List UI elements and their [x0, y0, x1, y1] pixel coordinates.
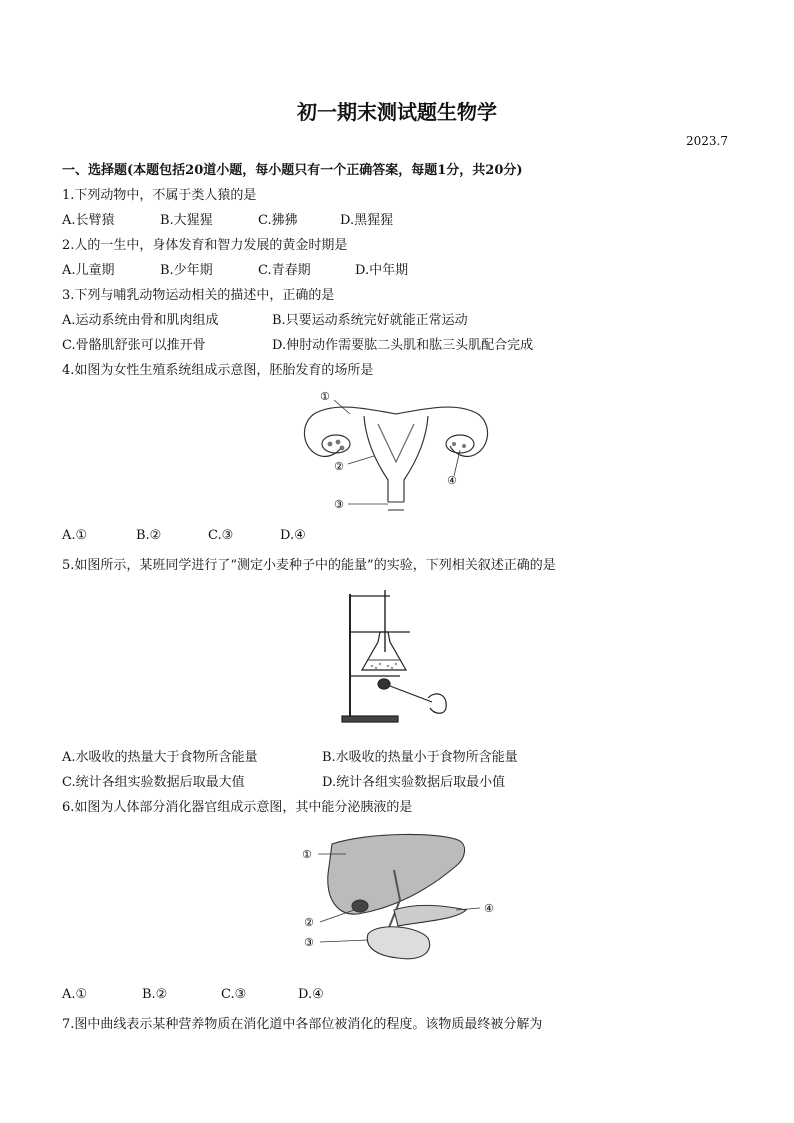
q5-option-c[interactable]: C.统计各组实验数据后取最大值 — [62, 775, 245, 790]
burning-seed — [378, 679, 390, 689]
q2-option-d[interactable]: D.中年期 — [355, 263, 409, 278]
q1-option-a[interactable]: A.长臂猿 — [62, 213, 115, 228]
q1-option-d[interactable]: D.黑猩猩 — [340, 213, 394, 228]
fig4-label-4: ④ — [447, 474, 457, 487]
fig4-label-3: ③ — [334, 498, 344, 511]
tweezers — [390, 686, 432, 702]
q4-option-d[interactable]: D.④ — [280, 528, 306, 543]
female-reproductive-system-figure — [294, 384, 498, 514]
fig4-label-2: ② — [334, 460, 344, 473]
q6-option-d[interactable]: D.④ — [298, 987, 324, 1002]
fig6-label-2: ② — [304, 916, 314, 929]
q4-option-b[interactable]: B.② — [136, 528, 162, 543]
q5-option-b[interactable]: B.水吸收的热量小于食物所含能量 — [322, 750, 518, 765]
uterus-outline — [364, 416, 428, 502]
q3-option-b[interactable]: B.只要运动系统完好就能正常运动 — [272, 313, 468, 328]
question-3-stem: 3.下列与哺乳动物运动相关的描述中，正确的是 — [62, 288, 335, 303]
duodenum — [367, 927, 429, 959]
question-5-stem: 5.如图所示，某班同学进行了“测定小麦种子中的能量”的实验，下列相关叙述正确的是 — [62, 558, 556, 573]
liver — [328, 834, 465, 914]
seed-energy-experiment-figure — [340, 582, 452, 726]
question-7-stem: 7.图中曲线表示某种营养物质在消化道中各部位被消化的程度。该物质最终被分解为 — [62, 1017, 543, 1032]
q3-option-d[interactable]: D.伸肘动作需要肱二头肌和肱三头肌配合完成 — [272, 338, 534, 353]
q2-option-c[interactable]: C.青春期 — [258, 263, 311, 278]
q4-option-c[interactable]: C.③ — [208, 528, 234, 543]
conical-flask — [362, 632, 406, 670]
stand-base — [342, 716, 398, 722]
q2-option-b[interactable]: B.少年期 — [160, 263, 213, 278]
q5-option-a[interactable]: A.水吸收的热量大于食物所含能量 — [62, 750, 258, 765]
gallbladder — [352, 900, 368, 912]
section-heading: 一、选择题(本题包括20道小题，每小题只有一个正确答案，每题1分，共20分) — [62, 163, 523, 178]
q3-option-a[interactable]: A.运动系统由骨和肌肉组成 — [62, 313, 219, 328]
page-title: 初一期末测试题生物学 — [297, 100, 497, 124]
pancreas — [394, 905, 466, 926]
q4-option-a[interactable]: A.① — [62, 528, 88, 543]
q3-option-c[interactable]: C.骨骼肌舒张可以推开骨 — [62, 338, 206, 353]
left-ovary — [322, 435, 350, 453]
q6-option-a[interactable]: A.① — [62, 987, 88, 1002]
question-1-stem: 1.下列动物中，不属于类人猿的是 — [62, 188, 257, 203]
q5-option-d[interactable]: D.统计各组实验数据后取最小值 — [322, 775, 506, 790]
fig6-label-1: ① — [302, 848, 312, 861]
q2-option-a[interactable]: A.儿童期 — [62, 263, 115, 278]
question-2-stem: 2.人的一生中，身体发育和智力发展的黄金时期是 — [62, 238, 348, 253]
q6-option-c[interactable]: C.③ — [221, 987, 247, 1002]
fig6-label-3: ③ — [304, 936, 314, 949]
fig6-label-4: ④ — [484, 902, 494, 915]
question-6-stem: 6.如图为人体部分消化器官组成示意图，其中能分泌胰液的是 — [62, 800, 413, 815]
q6-option-b[interactable]: B.② — [142, 987, 168, 1002]
q1-option-c[interactable]: C.狒狒 — [258, 213, 298, 228]
hand — [428, 694, 446, 713]
question-4-stem: 4.如图为女性生殖系统组成示意图，胚胎发育的场所是 — [62, 363, 374, 378]
exam-date: 2023.7 — [686, 134, 728, 148]
digestive-organs-figure — [298, 830, 504, 968]
fig4-label-1: ① — [320, 390, 330, 403]
q1-option-b[interactable]: B.大猩猩 — [160, 213, 213, 228]
